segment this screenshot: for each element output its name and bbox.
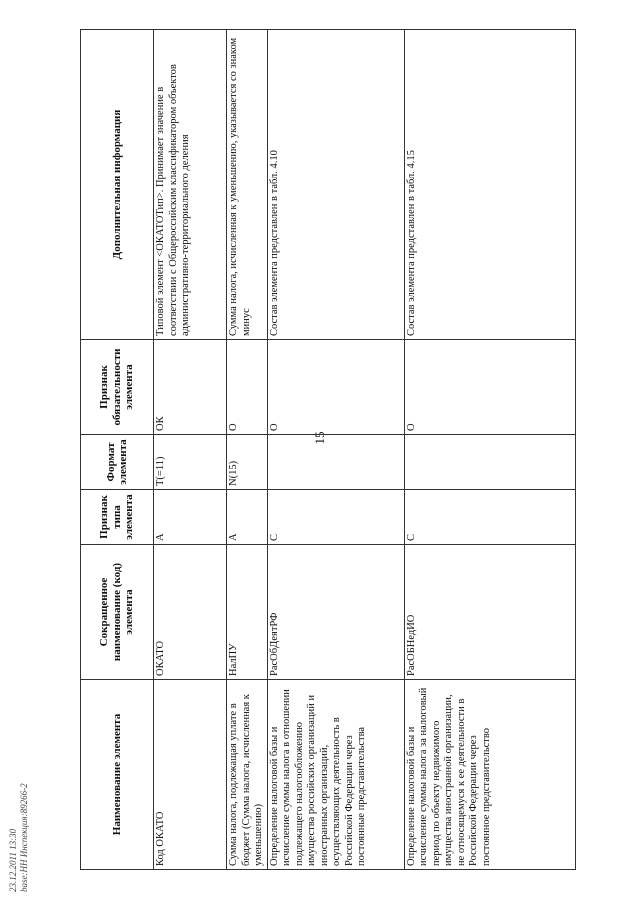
cell-format: T(=11) xyxy=(154,435,227,490)
cell-type: А xyxy=(227,490,268,545)
table-header-row xyxy=(81,30,154,870)
table-row xyxy=(267,30,404,870)
page-number: 15 xyxy=(312,431,327,445)
cell-code: ОКАТО xyxy=(154,545,227,680)
cell-type: С xyxy=(404,490,575,545)
cell-info: Состав элемента представлен в табл. 4.10 xyxy=(267,30,404,340)
cell-info: Типовой элемент <ОКАТОТип>. Принимает значение в соответствии с Общероссийским классификатором объектов административно-территориального деления xyxy=(154,30,227,340)
cell-required: О xyxy=(267,340,404,435)
header-additional-info: Дополнительная информация xyxy=(81,30,154,340)
footer-stamp-date: 23.12.2011 13:30 xyxy=(8,828,18,892)
cell-required: О xyxy=(404,340,575,435)
table-row xyxy=(227,30,268,870)
element-table xyxy=(80,29,576,870)
cell-name: Код ОКАТО xyxy=(154,680,227,870)
footer-stamp-source: base:HH Инспекция:89266-2 xyxy=(19,783,29,892)
footer-stamp xyxy=(8,783,30,892)
cell-format: N(15) xyxy=(227,435,268,490)
header-element-required: Признак обязательности элемента xyxy=(81,340,154,435)
table-row xyxy=(154,30,227,870)
header-element-code: Сокращенное наименование (код) элемента xyxy=(81,545,154,680)
cell-format xyxy=(267,435,404,490)
cell-name: Определение налоговой базы и исчисление суммы налога в отношении подлежащего налогообложению имущества российских организаций и иностранных организаций, осуществляющих деятельность в Российской Федерации через постоянные представительства xyxy=(267,680,404,870)
cell-name: Сумма налога, подлежащая уплате в бюджет (Сумма налога, исчисленная к уменьшению) xyxy=(227,680,268,870)
cell-info: Сумма налога, исчисленная к уменьшению, указывается со знаком минус xyxy=(227,30,268,340)
table-row xyxy=(404,30,575,870)
cell-code: РасОБНедИО xyxy=(404,545,575,680)
cell-format xyxy=(404,435,575,490)
rotated-table-container xyxy=(80,30,498,870)
cell-required: О xyxy=(227,340,268,435)
cell-type: А xyxy=(154,490,227,545)
cell-info: Состав элемента представлен в табл. 4.15 xyxy=(404,30,575,340)
cell-required: ОК xyxy=(154,340,227,435)
header-element-name: Наименование элемента xyxy=(81,680,154,870)
cell-name: Определение налоговой базы и исчисление суммы налога за налоговый период по объекту недвижимого имущества иностранной организации, не относящемуся к ее деятельности в Российской Федерации через постоянное представительство xyxy=(404,680,575,870)
header-element-type: Признак типа элемента xyxy=(81,490,154,545)
cell-code: РасОбДеятРФ xyxy=(267,545,404,680)
header-element-format: Формат элемента xyxy=(81,435,154,490)
cell-type: С xyxy=(267,490,404,545)
cell-code: НалПУ xyxy=(227,545,268,680)
